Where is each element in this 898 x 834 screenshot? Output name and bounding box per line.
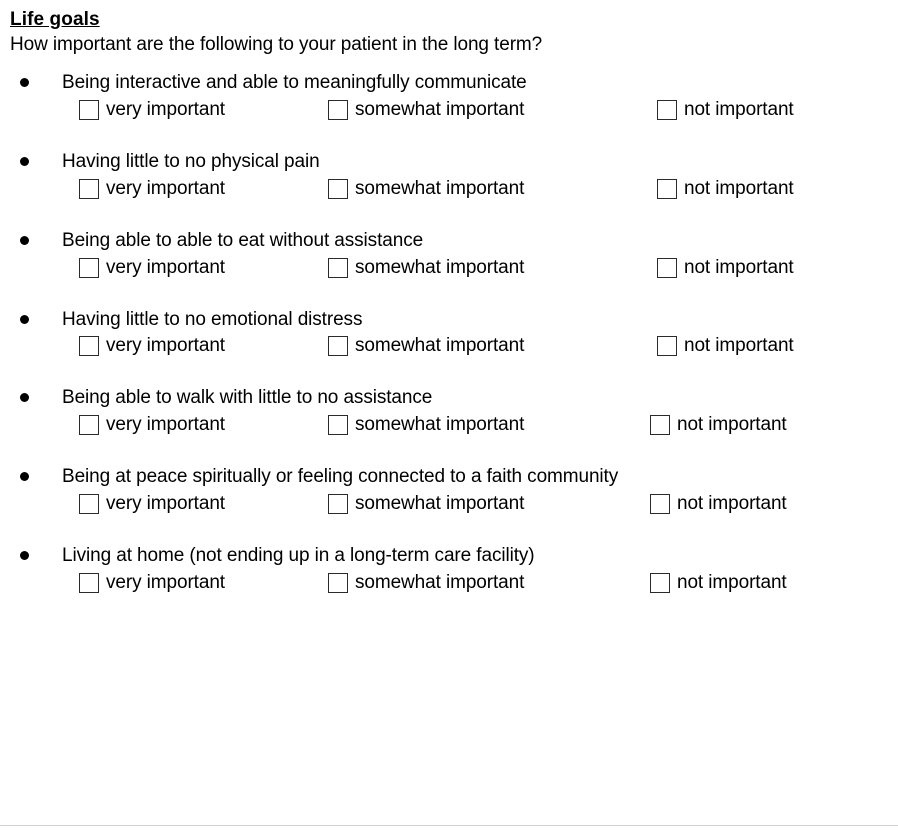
- option-very-important[interactable]: [79, 100, 225, 120]
- bullet-icon: [20, 472, 29, 481]
- option-group: [79, 415, 888, 443]
- checkbox-icon[interactable]: [328, 179, 348, 199]
- option-group: [79, 573, 888, 601]
- option-not-important[interactable]: [657, 100, 794, 120]
- list-item: [10, 229, 888, 286]
- option-somewhat-important[interactable]: [328, 258, 524, 278]
- list-item-label: Being at peace spiritually or feeling connected to a faith community: [62, 466, 619, 488]
- option-label: very important: [106, 256, 225, 278]
- option-label: somewhat important: [355, 256, 525, 278]
- checkbox-icon[interactable]: [79, 179, 99, 199]
- checkbox-icon[interactable]: [657, 336, 677, 356]
- checkbox-icon[interactable]: [657, 258, 677, 278]
- option-label: somewhat important: [355, 492, 525, 514]
- checkbox-icon[interactable]: [328, 336, 348, 356]
- checkbox-icon[interactable]: [657, 100, 677, 120]
- list-item-label: Having little to no physical pain: [62, 151, 320, 173]
- checkbox-icon[interactable]: [328, 573, 348, 593]
- option-very-important[interactable]: [79, 573, 225, 593]
- option-label: somewhat important: [355, 177, 525, 199]
- list-item-label: Having little to no emotional distress: [62, 308, 363, 330]
- list-item: [10, 150, 888, 207]
- list-item: [10, 308, 888, 365]
- option-somewhat-important[interactable]: [328, 100, 524, 120]
- option-somewhat-important[interactable]: [328, 415, 524, 435]
- bullet-icon: [20, 551, 29, 560]
- option-somewhat-important[interactable]: [328, 336, 524, 356]
- bullet-icon: [20, 78, 29, 87]
- checkbox-icon[interactable]: [650, 573, 670, 593]
- option-somewhat-important[interactable]: [328, 573, 524, 593]
- checkbox-icon[interactable]: [328, 100, 348, 120]
- option-group: [79, 100, 888, 128]
- option-label: not important: [677, 571, 787, 593]
- list-item-label: Being interactive and able to meaningfully communicate: [62, 72, 527, 94]
- option-very-important[interactable]: [79, 415, 225, 435]
- option-not-important[interactable]: [657, 336, 794, 356]
- bullet-icon: [20, 393, 29, 402]
- checkbox-icon[interactable]: [657, 179, 677, 199]
- page-title: Life goals: [10, 9, 100, 30]
- option-very-important[interactable]: [79, 258, 225, 278]
- option-not-important[interactable]: [650, 494, 787, 514]
- option-label: somewhat important: [355, 414, 525, 436]
- option-label: not important: [677, 492, 787, 514]
- option-label: not important: [684, 99, 794, 121]
- option-label: very important: [106, 492, 225, 514]
- checkbox-icon[interactable]: [328, 415, 348, 435]
- option-group: [79, 494, 888, 522]
- checkbox-icon[interactable]: [650, 415, 670, 435]
- option-label: somewhat important: [355, 571, 525, 593]
- option-label: very important: [106, 335, 225, 357]
- checkbox-icon[interactable]: [79, 415, 99, 435]
- option-not-important[interactable]: [657, 258, 794, 278]
- checkbox-icon[interactable]: [79, 100, 99, 120]
- option-group: [79, 336, 888, 364]
- list-item: [10, 386, 888, 443]
- list-item: [10, 465, 888, 522]
- option-not-important[interactable]: [650, 573, 787, 593]
- checkbox-icon[interactable]: [79, 494, 99, 514]
- option-label: not important: [684, 335, 794, 357]
- option-very-important[interactable]: [79, 179, 225, 199]
- bullet-icon: [20, 236, 29, 245]
- option-label: somewhat important: [355, 99, 525, 121]
- list-item-label: Living at home (not ending up in a long-term care facility): [62, 544, 535, 566]
- checkbox-icon[interactable]: [328, 258, 348, 278]
- option-very-important[interactable]: [79, 336, 225, 356]
- checkbox-icon[interactable]: [650, 494, 670, 514]
- option-label: not important: [684, 177, 794, 199]
- page-subtitle: How important are the following to your patient in the long term?: [10, 33, 543, 55]
- option-label: somewhat important: [355, 335, 525, 357]
- option-label: very important: [106, 571, 225, 593]
- checkbox-icon[interactable]: [79, 258, 99, 278]
- checkbox-icon[interactable]: [79, 573, 99, 593]
- checkbox-icon[interactable]: [79, 336, 99, 356]
- option-not-important[interactable]: [650, 415, 787, 435]
- bullet-icon: [20, 157, 29, 166]
- option-very-important[interactable]: [79, 494, 225, 514]
- list-item: [10, 71, 888, 128]
- page-divider: [0, 825, 898, 826]
- list-item-label: Being able to walk with little to no assistance: [62, 387, 433, 409]
- option-somewhat-important[interactable]: [328, 494, 524, 514]
- option-somewhat-important[interactable]: [328, 179, 524, 199]
- life-goals-list: [10, 71, 888, 600]
- option-not-important[interactable]: [657, 179, 794, 199]
- bullet-icon: [20, 315, 29, 324]
- list-item: [10, 544, 888, 601]
- option-label: very important: [106, 177, 225, 199]
- option-label: very important: [106, 99, 225, 121]
- option-label: very important: [106, 414, 225, 436]
- checkbox-icon[interactable]: [328, 494, 348, 514]
- list-item-label: Being able to able to eat without assistance: [62, 229, 424, 251]
- option-group: [79, 258, 888, 286]
- option-label: not important: [677, 414, 787, 436]
- option-label: not important: [684, 256, 794, 278]
- option-group: [79, 179, 888, 207]
